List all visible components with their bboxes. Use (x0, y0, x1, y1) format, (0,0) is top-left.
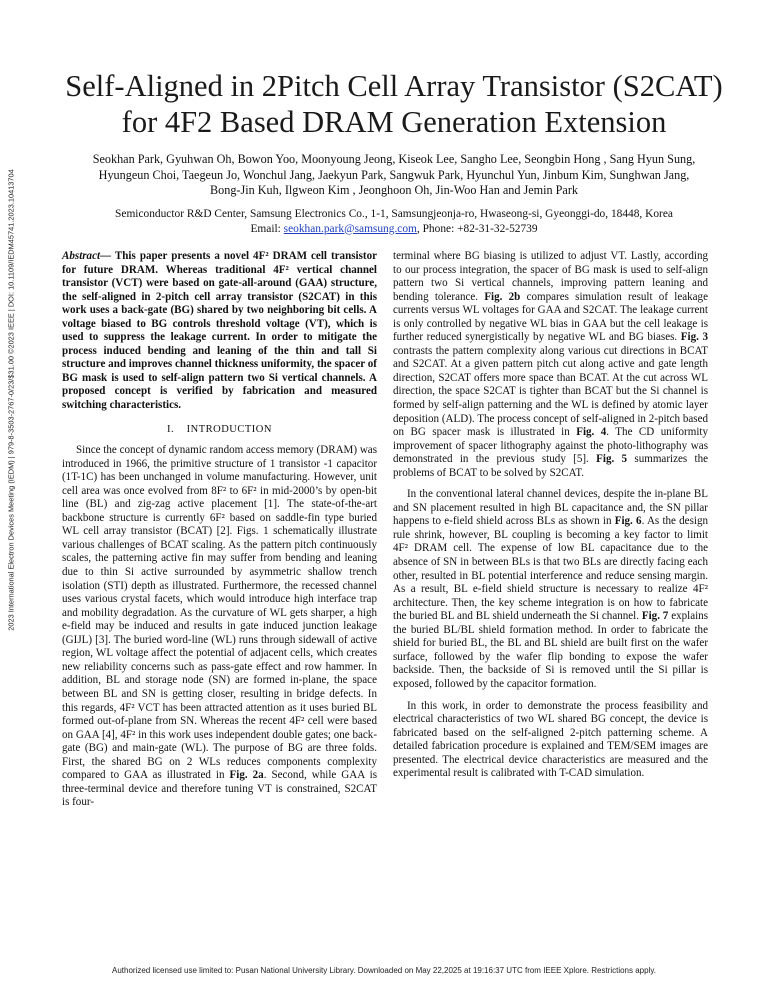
license-footer: Authorized licensed use limited to: Pusan National University Library. Downloaded on May 22,2025 at 19:16:37 UTC from IEEE Xplore. Restrictions apply. (112, 966, 656, 975)
figure-ref-3: Fig. 3 (680, 331, 708, 344)
continuation-paragraph (393, 250, 708, 480)
phone: , Phone: +82-31-32-52739 (416, 222, 538, 235)
bl-shield-paragraph (393, 488, 708, 691)
section-number: I. (167, 423, 175, 435)
contact-line (40, 222, 748, 237)
title-line-1: Self-Aligned in 2Pitch Cell Array Transistor (S2CAT) (65, 69, 723, 103)
intro-text-tail: . Second, while GAA is three-terminal device and therefore tuning VT is constrained, S2CAT is four- (62, 769, 378, 809)
section-heading-introduction (62, 423, 377, 437)
right-column (393, 250, 708, 781)
para-text: summarizes the problems of BCAT to be solved by S2CAT. (393, 453, 708, 479)
para-text: contrasts the pattern complexity along various cut directions in BCAT and S2CAT. At a given pattern pitch cut along active and gate length direction, S2CAT offers more space than BCAT. At the cut across WL direction, the space S2CAT is tighter than BCAT but the Si channel is formed by self-align patterning and the WL is defined by atomic layer deposition (ALD). The process concept of self-aligned in 2-pitch based on BG spacer mask is illustrated in (393, 344, 708, 439)
left-column (62, 250, 377, 810)
para-text: In the conventional lateral channel devices, despite the in-plane BL and SN placement resulted in high BL capacitance and, the SN pillar happens to e-field shield across BLs as shown in (393, 488, 708, 528)
this-work-paragraph: In this work, in order to demonstrate the process feasibility and electrical characteristics of two WL shared BG concept, the device is fabricated based on the self-aligned 2-pitch patterning scheme. A detailed fabrication procedure is explained and TEM/SEM images are presented. The electrical device characteristics are measured and the experimental result is calibrated with T-CAD simulation. (393, 699, 708, 780)
email-label: Email: (250, 222, 284, 235)
doi-text: 2023 International Electron Devices Meeting (IEDM) | 979-8-3503-2767-0/23/$31.00 ©2023 IEEE | DOI: 10.1109/IEDM45741.2023.10413704 (6, 169, 16, 631)
abstract (62, 250, 377, 413)
figure-ref-2b: Fig. 2b (484, 290, 521, 303)
author-line-2: Hyungeun Choi, Taegeun Jo, Wonchul Jang, Jaekyun Park, Sangwuk Park, Hyunchul Yun, Jinbum Kim, Sunghwan Jang, (98, 167, 690, 182)
affiliation: Semiconductor R&D Center, Samsung Electronics Co., 1-1, Samsungjeonja-ro, Hwaseong-si, Gyeonggi-do, 18448, Korea (115, 208, 673, 220)
figure-ref-5: Fig. 5 (596, 453, 628, 466)
title-line-2: for 4F2 Based DRAM Generation Extension (121, 105, 667, 139)
author-line-3: Bong-Jin Kuh, Ilgweon Kim , Jeonghoon Oh, Jin-Woo Han and Jemin Park (210, 183, 578, 198)
para-text: compares simulation result of leakage currents versus WL voltages for GAA and S2CAT. The leakage current is only controlled by negative WL bias in GAA but the cell leakage is further reduced synergistically by negative WL and BG biases. (393, 290, 708, 344)
email-link[interactable]: seokhan.park@samsung.com (283, 222, 417, 235)
figure-ref-7: Fig. 7 (641, 610, 669, 623)
para-text: . The CD uniformity improvement of spacer lithography against the photo-lithography was demonstrated in the previous study [5]. (393, 426, 708, 466)
doi-side-strip (0, 0, 22, 994)
abstract-text: This paper presents a novel 4F² DRAM cell transistor for future DRAM. Whereas traditional 4F² vertical channel transistor (VCT) were based on gate-all-around (GAA) structure, the self-aligned in 2-pitch cell array transistor (S2CAT) in this work uses a back-gate (BG) shared by two neighboring bit cells. A voltage biased to BG controls threshold voltage (VT), which is used to suppress the leakage current. In order to mitigate the process induced bending and leaning of the thin and tall Si structure and improves channel thickness uniformity, the spacer of BG mask is used to self-align pattern two Si vertical channels. A proposed concept is verified by fabrication and measured switching characteristics. (62, 250, 377, 412)
intro-paragraph-1 (62, 444, 377, 810)
figure-ref-2a: Fig. 2a (229, 769, 264, 782)
para-text: explains the buried BL/BL shield formation method. In order to fabricate the shield for buried BL, the BL and BL shield are built first on the wafer surface, followed by the wafer flip bonding to expose the wafer backside. Then, the backside of Si is removed until the Si pillar is exposed, followed by the capacitor formation. (393, 610, 709, 690)
affiliation-block (40, 207, 748, 236)
intro-text: Since the concept of dynamic random access memory (DRAM) was introduced in 1966, the primitive structure of 1 transistor -1 capacitor (1T-1C) has been unchanged in volume manufacturing. However, unit cell area was once evolved from 8F² to 6F² in mid-2000’s by open-bit line (BL) and zig-zag active placement [1]. The state-of-the-art backbone structure is currently 6F² based on saddle-fin type buried WL cell array transistor (BCAT) [2]. Figs. 1 schematically illustrate various challenges of BCAT scaling. As the pattern pitch continuously scales, the patterning active fin may suffer from bending and leaning due to thin Si active surrounded by asymmetric shallow trench isolation (STI) depth as illustrated. Furthermore, the recessed channel uses various crystal facets, which would introduce high interface trap and mobility degradation. As the curvature of WL gets sharper, a high e-field may be induced and results in gate induced junction leakage (GIJL) [3]. The buried word-line (WL) runs through sidewall of active region, WL voltage affect the potential of adjacent cells, which creates new reliability concerns such as pass-gate effect and row hammer. In addition, BL and storage node (SN) are formed in-plane, the space between BL and SN is getting closer, resulting in bridge defects. In this regards, 4F² VCT has been attracted attention as it uses buried BL formed out-of-plane from SN. Whereas the recent 4F² cell were based on GAA [4], 4F² in this work uses independent double gates; one back-gate (BG) and main-gate (WL). The purpose of BG are three folds. First, the shared BG on 2 WLs reduces components complexity compared to GAA as illustrated in (62, 444, 377, 782)
author-list (40, 152, 748, 199)
para-text: terminal where BG biasing is utilized to adjust VT. Lastly, according to our process integration, the spacer of BG mask is used to self-align pattern two Si vertical channels, improving pattern leaning and bending tolerance. (393, 250, 708, 303)
figure-ref-6: Fig. 6 (614, 515, 642, 528)
abstract-label: Abstract— (62, 250, 112, 262)
para-text: . As the design rule shrink, however, BL coupling is becoming a key factor to limit 4F² DRAM cell. The expense of low BL capacitance due to the absence of SN in between BLs is that two BLs are directly facing each other, resulted in BL potential interference and reduce sensing margin. As a result, BL e-field shield structure is necessary to realize 4F² architecture. Then, the key scheme integration is on how to fabricate the buried BL and BL shield underneath the Si channel. (393, 515, 709, 623)
author-line-1: Seokhan Park, Gyuhwan Oh, Bowon Yoo, Moonyoung Jeong, Kiseok Lee, Sangho Lee, Seongbin Hong , Sang Hyun Sung, (92, 152, 696, 166)
section-title: INTRODUCTION (186, 423, 272, 435)
figure-ref-4: Fig. 4 (576, 426, 607, 439)
paper-title (40, 68, 748, 140)
